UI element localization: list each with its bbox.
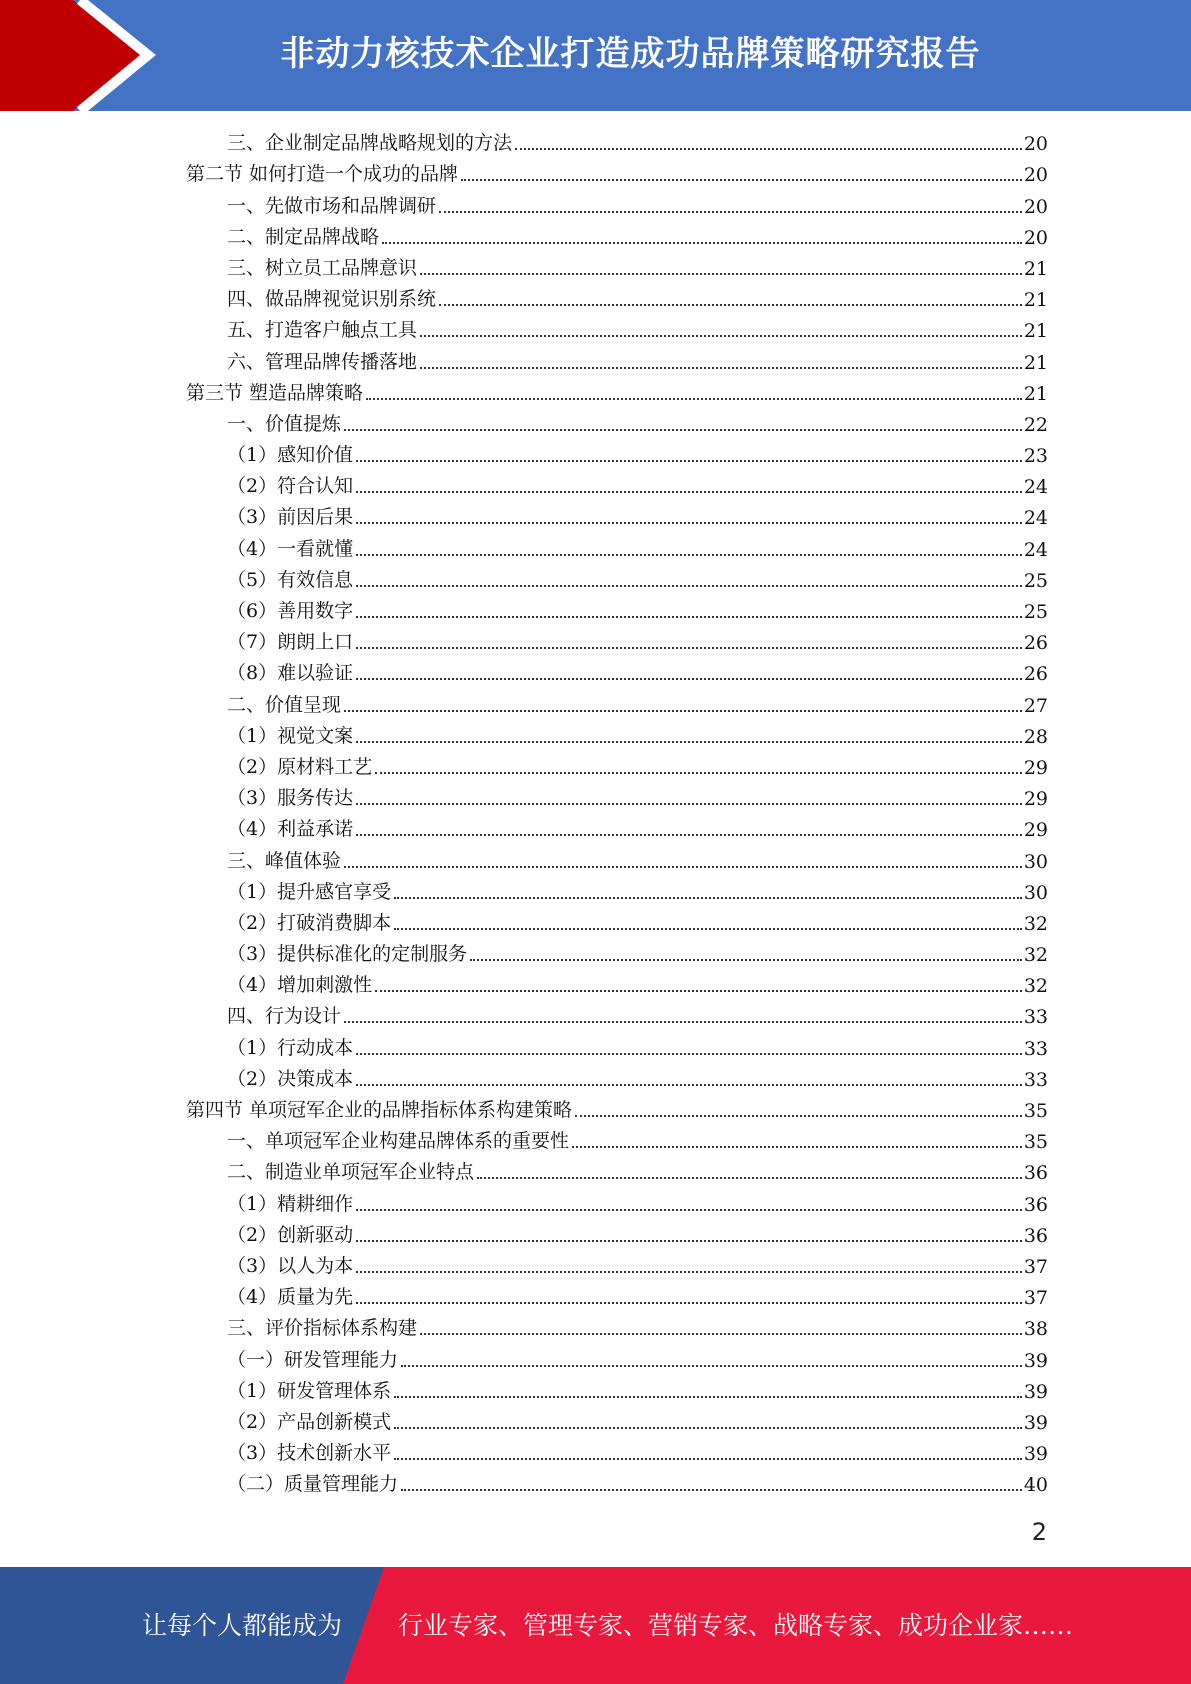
toc-dot-leader (420, 367, 1022, 369)
toc-entry[interactable] (186, 222, 1048, 253)
toc-entry-page: 33 (1023, 1068, 1048, 1091)
toc-dot-leader (394, 928, 1022, 930)
toc-entry-page: 33 (1023, 1006, 1048, 1029)
toc-dot-leader (420, 1333, 1022, 1335)
toc-entry[interactable] (186, 565, 1048, 596)
toc-entry-page: 32 (1023, 944, 1048, 967)
toc-entry-label: （2）决策成本 (227, 1067, 354, 1090)
toc-dot-leader (344, 1021, 1022, 1023)
toc-dot-leader (575, 1115, 1022, 1117)
toc-entry-page: 36 (1023, 1224, 1048, 1247)
toc-entry-page: 21 (1023, 257, 1048, 280)
toc-entry-label: （2）产品创新模式 (227, 1410, 392, 1433)
toc-entry-label: （4）一看就懂 (227, 537, 354, 560)
toc-dot-leader (356, 1209, 1022, 1211)
toc-entry-page: 38 (1023, 1318, 1048, 1341)
toc-entry-label: 六、管理品牌传播落地 (227, 350, 418, 373)
toc-entry-page: 35 (1023, 1100, 1048, 1122)
toc-entry-page: 32 (1023, 975, 1048, 998)
toc-entry-label: （3）提供标准化的定制服务 (227, 943, 468, 966)
toc-dot-leader (420, 335, 1022, 337)
toc-entry-label: （8）难以验证 (227, 662, 354, 685)
toc-entry-page: 35 (1023, 1131, 1048, 1154)
toc-entry-label: 四、行为设计 (227, 1005, 342, 1028)
toc-dot-leader (356, 834, 1022, 836)
toc-entry-page: 24 (1023, 476, 1048, 499)
toc-dot-leader (356, 1240, 1022, 1242)
toc-entry-page: 23 (1023, 445, 1048, 468)
toc-entry[interactable] (186, 1064, 1048, 1095)
toc-entry-page: 29 (1023, 819, 1048, 842)
toc-entry-label: 二、价值呈现 (227, 693, 342, 716)
toc-entry[interactable] (186, 346, 1048, 377)
toc-entry[interactable] (186, 627, 1048, 658)
toc-dot-leader (477, 1177, 1022, 1179)
toc-dot-leader (356, 522, 1022, 524)
toc-entry[interactable] (186, 315, 1048, 346)
toc-entry-page: 39 (1023, 1349, 1048, 1372)
toc-entry[interactable] (186, 502, 1048, 533)
toc-entry-page: 21 (1023, 351, 1048, 374)
page-number: 2 (1031, 1518, 1047, 1546)
toc-dot-leader (375, 772, 1022, 774)
toc-entry-label: （3）以人为本 (227, 1254, 354, 1277)
toc-dot-leader (356, 1053, 1022, 1055)
toc-entry-label: 第二节 如何打造一个成功的品牌 (186, 163, 459, 186)
toc-entry-page: 20 (1023, 133, 1048, 156)
toc-entry-label: 三、评价指标体系构建 (227, 1317, 418, 1340)
toc-entry-label: （3）技术创新水平 (227, 1442, 392, 1465)
toc-entry[interactable] (186, 1376, 1048, 1407)
toc-dot-leader (356, 491, 1022, 493)
toc-entry-page: 20 (1023, 226, 1048, 249)
document-title: 非动力核技术企业打造成功品牌策略研究报告 (280, 34, 981, 74)
toc-entry[interactable] (186, 533, 1048, 564)
toc-entry[interactable] (186, 596, 1048, 627)
toc-dot-leader (356, 647, 1022, 649)
footer-slogan-right: 行业专家、管理专家、营销专家、战略专家、成功企业家…… (398, 1611, 1074, 1640)
toc-entry-label: （1）精耕细作 (227, 1192, 354, 1215)
toc-entry[interactable] (186, 284, 1048, 315)
toc-entry[interactable] (186, 1032, 1048, 1063)
toc-entry-page: 20 (1023, 164, 1048, 187)
toc-entry-label: （3）前因后果 (227, 506, 354, 529)
toc-dot-leader (344, 429, 1022, 431)
toc-entry-label: （2）创新驱动 (227, 1223, 354, 1246)
toc-entry-page: 29 (1023, 756, 1048, 779)
toc-entry-page: 26 (1023, 632, 1048, 655)
toc-entry-label: （1）提升感官享受 (227, 880, 392, 903)
toc-dot-leader (394, 1396, 1022, 1398)
toc-dot-leader (375, 990, 1022, 992)
toc-dot-leader (382, 242, 1022, 244)
toc-entry-page: 37 (1023, 1255, 1048, 1278)
toc-entry-page: 30 (1023, 881, 1048, 904)
toc-entry[interactable] (186, 939, 1048, 970)
toc-dot-leader (344, 710, 1022, 712)
toc-dot-leader (439, 304, 1022, 306)
toc-dot-leader (356, 585, 1022, 587)
toc-entry[interactable] (186, 1407, 1048, 1438)
toc-entry-page: 36 (1023, 1193, 1048, 1216)
toc-entry[interactable] (186, 190, 1048, 221)
toc-dot-leader (401, 1365, 1022, 1367)
toc-entry-page: 20 (1023, 195, 1048, 218)
toc-entry[interactable] (186, 409, 1048, 440)
toc-entry-label: （1）研发管理体系 (227, 1379, 392, 1402)
toc-entry[interactable] (186, 1344, 1048, 1375)
toc-entry-label: 一、先做市场和品牌调研 (227, 194, 437, 217)
toc-dot-leader (356, 460, 1022, 462)
toc-entry-page: 24 (1023, 538, 1048, 561)
toc-entry-page: 22 (1023, 413, 1048, 436)
toc-section-entry[interactable] (186, 378, 1048, 409)
toc-entry[interactable] (186, 471, 1048, 502)
toc-entry-page: 32 (1023, 912, 1048, 935)
toc-entry[interactable] (186, 908, 1048, 939)
toc-entry[interactable] (186, 128, 1048, 159)
toc-dot-leader (394, 897, 1022, 899)
toc-entry[interactable] (186, 970, 1048, 1001)
toc-dot-leader (356, 678, 1022, 680)
toc-entry-label: （1）行动成本 (227, 1036, 354, 1059)
toc-entry-label: （4）增加刺激性 (227, 974, 373, 997)
toc-entry[interactable] (186, 1282, 1048, 1313)
toc-entry-label: （7）朗朗上口 (227, 631, 354, 654)
toc-dot-leader (394, 1427, 1022, 1429)
toc-entry[interactable] (186, 1469, 1048, 1500)
toc-dot-leader (356, 1271, 1022, 1273)
toc-entry-page: 39 (1023, 1443, 1048, 1466)
toc-entry-label: 二、制定品牌战略 (227, 225, 380, 248)
toc-entry[interactable] (186, 1251, 1048, 1282)
toc-entry-page: 21 (1023, 289, 1048, 312)
toc-dot-leader (401, 1489, 1022, 1491)
toc-entry[interactable] (186, 1313, 1048, 1344)
toc-entry[interactable] (186, 877, 1048, 908)
toc-entry-page: 29 (1023, 788, 1048, 811)
toc-dot-leader (356, 1302, 1022, 1304)
toc-entry[interactable] (186, 1001, 1048, 1032)
toc-entry-page: 40 (1023, 1474, 1048, 1497)
toc-dot-leader (470, 959, 1022, 961)
toc-entry[interactable] (186, 253, 1048, 284)
toc-entry-label: （1）感知价值 (227, 444, 354, 467)
toc-entry-label: 一、单项冠军企业构建品牌体系的重要性 (227, 1130, 570, 1153)
toc-entry-label: 第四节 单项冠军企业的品牌指标体系构建策略 (186, 1099, 573, 1121)
toc-entry-page: 21 (1023, 320, 1048, 343)
toc-dot-leader (439, 211, 1022, 213)
toc-entry[interactable] (186, 1126, 1048, 1157)
toc-entry-page: 28 (1023, 725, 1048, 748)
toc-entry-label: （2）原材料工艺 (227, 755, 373, 778)
toc-entry-page: 39 (1023, 1380, 1048, 1403)
toc-dot-leader (572, 1146, 1022, 1148)
toc-entry[interactable] (186, 783, 1048, 814)
toc-entry-label: （5）有效信息 (227, 568, 354, 591)
toc-entry-label: 三、峰值体验 (227, 849, 342, 872)
toc-dot-leader (420, 273, 1022, 275)
toc-entry-label: （2）符合认知 (227, 475, 354, 498)
toc-entry-label: 一、价值提炼 (227, 412, 342, 435)
toc-entry-page: 27 (1023, 694, 1048, 717)
toc-entry-page: 25 (1023, 601, 1048, 623)
toc-entry-page: 30 (1023, 850, 1048, 873)
toc-entry-label: （3）服务传达 (227, 787, 354, 810)
toc-entry-label: （4）利益承诺 (227, 818, 354, 841)
toc-entry-page: 26 (1023, 663, 1048, 686)
toc-entry-label: （2）打破消费脚本 (227, 911, 392, 934)
toc-entry[interactable] (186, 814, 1048, 845)
toc-entry-label: （1）视觉文案 (227, 724, 354, 747)
toc-entry-page: 25 (1023, 569, 1048, 592)
toc-dot-leader (366, 398, 1022, 400)
toc-dot-leader (356, 554, 1022, 556)
toc-entry-label: 四、做品牌视觉识别系统 (227, 288, 437, 311)
toc-entry-page: 36 (1023, 1162, 1048, 1185)
toc-entry[interactable] (186, 1188, 1048, 1219)
toc-dot-leader (356, 616, 1022, 618)
toc-dot-leader (461, 179, 1022, 181)
toc-entry[interactable] (186, 1438, 1048, 1469)
table-of-contents (186, 128, 1048, 1500)
toc-dot-leader (356, 1084, 1022, 1086)
toc-entry-page: 33 (1023, 1037, 1048, 1060)
toc-dot-leader (394, 1458, 1022, 1460)
toc-entry[interactable] (186, 689, 1048, 720)
toc-entry-label: 第三节 塑造品牌策略 (186, 381, 364, 404)
toc-entry[interactable] (186, 440, 1048, 471)
toc-entry-label: 五、打造客户触点工具 (227, 319, 418, 342)
toc-entry-page: 37 (1023, 1287, 1048, 1310)
footer-slogan-left: 让每个人都能成为 (142, 1611, 343, 1640)
toc-entry-label: 三、企业制定品牌战略规划的方法 (227, 132, 513, 155)
toc-entry[interactable] (186, 845, 1048, 876)
toc-entry[interactable] (186, 658, 1048, 689)
toc-entry-label: （6）善用数字 (227, 600, 354, 622)
toc-entry-label: 二、制造业单项冠军企业特点 (227, 1161, 475, 1184)
toc-entry[interactable] (186, 721, 1048, 752)
toc-entry[interactable] (186, 1157, 1048, 1188)
page-footer (0, 1567, 1191, 1684)
toc-entry[interactable] (186, 1220, 1048, 1251)
toc-entry-page: 24 (1023, 507, 1048, 530)
toc-dot-leader (515, 148, 1022, 150)
toc-section-entry[interactable] (186, 1095, 1048, 1126)
toc-entry-label: 三、树立员工品牌意识 (227, 256, 418, 279)
toc-section-entry[interactable] (186, 159, 1048, 190)
page-header (0, 0, 1191, 111)
toc-entry-label: （一）研发管理能力 (227, 1348, 399, 1371)
toc-entry[interactable] (186, 752, 1048, 783)
toc-entry-label: （二）质量管理能力 (227, 1473, 399, 1496)
toc-dot-leader (344, 866, 1022, 868)
toc-dot-leader (356, 741, 1022, 743)
toc-entry-label: （4）质量为先 (227, 1286, 354, 1309)
toc-entry-page: 21 (1023, 382, 1048, 405)
toc-dot-leader (356, 803, 1022, 805)
toc-entry-page: 39 (1023, 1411, 1048, 1434)
